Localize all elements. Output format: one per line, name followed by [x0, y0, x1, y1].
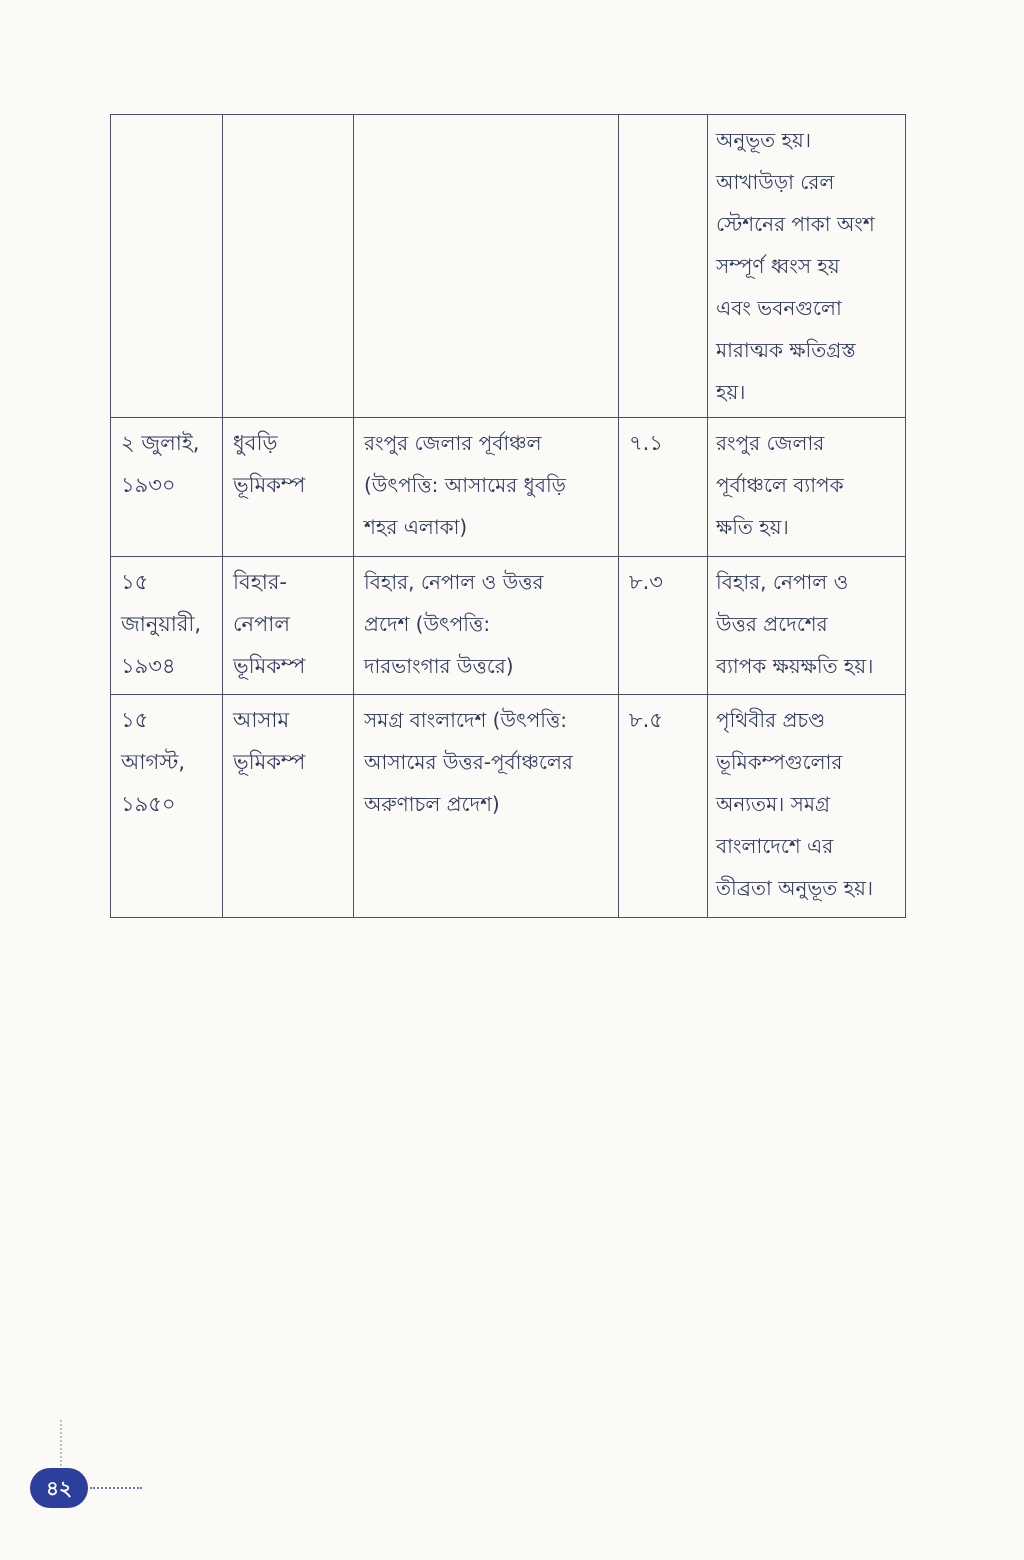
description-line: সম্পূর্ণ ধ্বংস হয়: [716, 254, 840, 278]
date-cell: [111, 115, 223, 418]
description-line: বিহার, নেপাল ও: [716, 570, 849, 594]
date-line: ১৯৫০: [121, 792, 176, 816]
description-line: পূর্বাঞ্চলে ব্যাপক: [716, 473, 844, 497]
description-line: ব্যাপক ক্ষয়ক্ষতি হয়।: [716, 654, 874, 678]
description-line: রংপুর জেলার: [716, 431, 825, 455]
location-line: বিহার, নেপাল ও উত্তর: [364, 570, 544, 594]
page-footer: [30, 1468, 160, 1512]
name-line: ভূমিকম্প: [233, 654, 306, 678]
name-line: আসাম: [233, 708, 290, 732]
date-line: ১৫: [121, 708, 149, 732]
name-line: ভূমিকম্প: [233, 750, 306, 774]
earthquake-name-cell: [223, 695, 354, 918]
location-line: (উৎপত্তি: আসামের ধুবড়ি: [364, 473, 566, 497]
earthquake-name-cell: [223, 115, 354, 418]
description-line: তীব্রতা অনুভূত হয়।: [716, 876, 874, 900]
date-line: ১৯৩৪: [121, 654, 176, 678]
earthquake-name-cell: [223, 418, 354, 557]
description-cell: [708, 418, 906, 557]
name-line: বিহার-: [233, 570, 287, 594]
description-line: হয়।: [716, 380, 746, 404]
magnitude-value: ৮.৩: [629, 570, 663, 594]
magnitude-cell: [619, 557, 708, 695]
margin-dotted-line: [60, 1420, 62, 1470]
description-line: স্টেশনের পাকা অংশ: [716, 212, 875, 236]
location-cell: [354, 418, 619, 557]
name-line: ভূমিকম্প: [233, 473, 306, 497]
description-line: ভূমিকম্পগুলোর: [716, 750, 843, 774]
location-line: আসামের উত্তর-পূর্বাঞ্চলের: [364, 750, 573, 774]
date-line: ১৫: [121, 570, 149, 594]
page-number: ৪২: [30, 1468, 88, 1508]
location-line: শহর এলাকা): [364, 515, 468, 539]
name-line: ধুবড়ি: [233, 431, 278, 455]
magnitude-cell: [619, 695, 708, 918]
location-cell: [354, 695, 619, 918]
date-line: ১৯৩০: [121, 473, 176, 497]
description-line: অন্যতম। সমগ্র: [716, 792, 830, 816]
location-line: সমগ্র বাংলাদেশ (উৎপত্তি:: [364, 708, 568, 732]
date-cell: [111, 418, 223, 557]
magnitude-value: ৮.৫: [629, 708, 663, 732]
description-line: আখাউড়া রেল: [716, 170, 835, 194]
name-line: নেপাল: [233, 612, 291, 636]
description-line: ক্ষতি হয়।: [716, 515, 789, 539]
table-row: [111, 115, 906, 418]
description-line: উত্তর প্রদেশের: [716, 612, 828, 636]
date-cell: [111, 557, 223, 695]
earthquake-name-cell: [223, 557, 354, 695]
description-cell: [708, 557, 906, 695]
description-cell: [708, 695, 906, 918]
location-line: রংপুর জেলার পূর্বাঞ্চল: [364, 431, 542, 455]
location-line: অরুণাচল প্রদেশ): [364, 792, 500, 816]
date-cell: [111, 695, 223, 918]
description-cell: [708, 115, 906, 418]
date-line: ২ জুলাই,: [121, 431, 200, 455]
description-line: মারাত্মক ক্ষতিগ্রস্ত: [716, 338, 856, 362]
magnitude-cell: [619, 418, 708, 557]
table-row: [111, 557, 906, 695]
description-line: অনুভূত হয়।: [716, 128, 811, 152]
table-row: [111, 695, 906, 918]
description-line: এবং ভবনগুলো: [716, 296, 842, 320]
location-line: প্রদেশ (উৎপত্তি:: [364, 612, 491, 636]
date-line: আগস্ট,: [121, 750, 185, 774]
table-row: [111, 418, 906, 557]
magnitude-cell: [619, 115, 708, 418]
description-line: বাংলাদেশে এর: [716, 834, 834, 858]
earthquake-table: [110, 114, 906, 918]
page-number-dots: [90, 1487, 142, 1489]
location-cell: [354, 115, 619, 418]
location-line: দারভাংগার উত্তরে): [364, 654, 514, 678]
magnitude-value: ৭.১: [629, 431, 663, 455]
date-line: জানুয়ারী,: [121, 612, 202, 636]
location-cell: [354, 557, 619, 695]
description-line: পৃথিবীর প্রচণ্ড: [716, 708, 826, 732]
